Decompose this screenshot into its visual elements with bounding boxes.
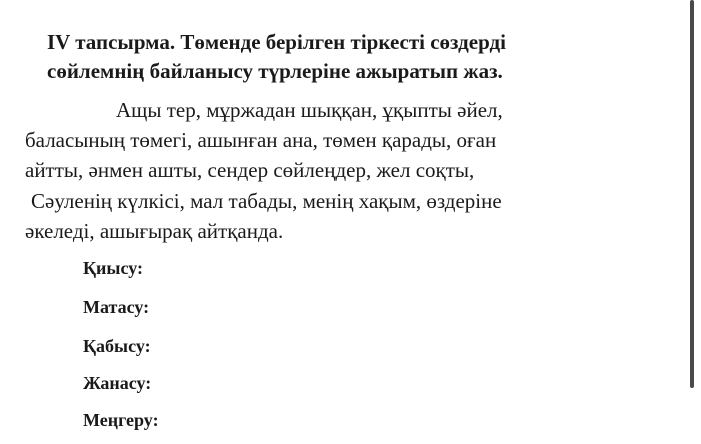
task-title-line-2: сөйлемнің байланысу түрлеріне ажыратып жаз. xyxy=(47,59,503,83)
vertical-scrollbar[interactable] xyxy=(690,0,694,388)
category-matasu: Матасу: xyxy=(83,297,150,317)
category-kabysu: Қабысу: xyxy=(83,336,151,356)
body-line-4: Сәуленің күлкісі, мал табады, менің хақым, өздеріне xyxy=(31,189,502,213)
body-line-2: баласының төмегі, ашынған ана, төмен қарады, оған xyxy=(25,128,497,152)
category-mengeru: Меңгеру: xyxy=(83,410,159,430)
body-line-1: Ащы тер, мұржадан шыққан, ұқыпты әйел, xyxy=(116,98,503,122)
task-title-line-1: IV тапсырма. Төменде берілген тіркесті сөздерді xyxy=(47,30,506,54)
task-title xyxy=(47,28,657,86)
category-kiysu: Қиысу: xyxy=(83,258,143,278)
category-zhanasu: Жанасу: xyxy=(83,373,152,393)
body-line-3: айтты, әнмен ашты, сендер сөйлеңдер, жел соқты, xyxy=(25,158,475,182)
body-line-5: әкеледі, ашығырақ айтқанда. xyxy=(25,219,284,243)
